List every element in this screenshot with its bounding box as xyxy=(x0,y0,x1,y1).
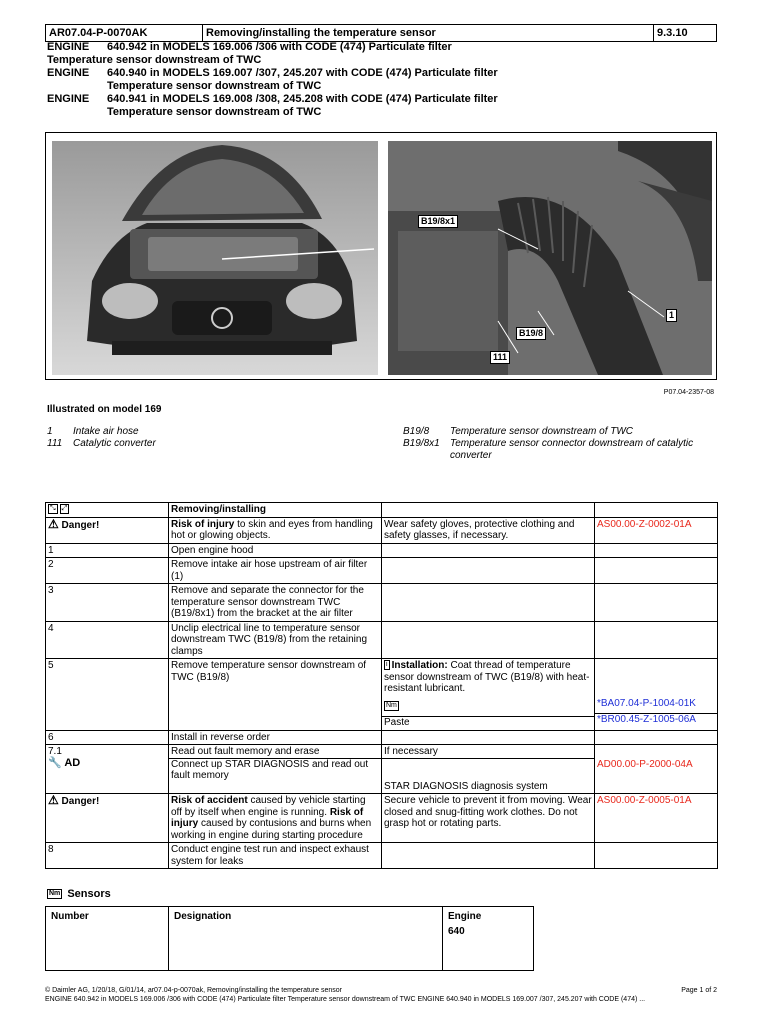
figure-frame xyxy=(45,132,717,380)
installation-note: i Installation: Coat thread of temperature sensor downstream of TWC (B19/8) with heat-resistant lubricant. Nm Paste xyxy=(382,659,595,731)
table-title: Removing/installing xyxy=(169,503,382,518)
callout-111: 111 xyxy=(490,351,510,364)
torque-icon: Nm xyxy=(386,701,397,709)
collapse-icon: ⤢ xyxy=(61,505,68,513)
illustrated-on: Illustrated on model 169 xyxy=(47,404,162,415)
col-number: Number xyxy=(46,907,169,971)
document-header xyxy=(45,24,717,42)
doc-date: 9.3.10 xyxy=(654,25,717,42)
legend-left xyxy=(47,426,156,450)
sensors-table xyxy=(45,906,534,971)
legend-item: 111 Catalytic converter xyxy=(47,438,156,449)
torque-icon: Nm xyxy=(49,890,61,898)
engine-line-3: ENGINE 640.941 in MODELS 169.008 /308, 245.208 with CODE (474) Particulate filter Temperature sensor downstream of TWC xyxy=(47,93,498,118)
legend-item: B19/8 Temperature sensor downstream of TWC xyxy=(403,426,634,437)
legend-item: B19/8x1 Temperature sensor connector downstream of catalytic converter xyxy=(403,438,694,461)
danger-cell-1: ⚠ Danger! xyxy=(46,517,169,543)
table-row: 2 Remove intake air hose upstream of air filter (1) xyxy=(46,558,718,584)
danger-cell-2: ⚠ Danger! xyxy=(46,794,169,843)
danger-action-1: Wear safety gloves, protective clothing and safety glasses, if necessary. xyxy=(382,517,595,543)
diagnosis-tool-icon: 🔧 xyxy=(48,756,62,769)
danger-ref-1[interactable]: AS00.00-Z-0002-01A xyxy=(595,517,718,543)
figure-id: P07.04-2357-08 xyxy=(663,389,714,396)
table-row: 5 Remove temperature sensor downstream of TWC (B19/8) i Installation: Coat thread of temperature sensor downstream of TWC (B19/8) with heat-resistant lubricant. Nm Paste *BA07.04-P-1004-01K *BR00.45-Z-1005-06A xyxy=(46,659,718,731)
page-number: Page 1 of 2 xyxy=(681,987,717,994)
car-photo xyxy=(52,141,378,375)
info-icon: i xyxy=(386,661,388,669)
footer: © Daimler AG, 1/20/18, G/01/14, ar07.04-p-0070ak, Removing/installing the temperature sensor Page 1 of 2 ENGINE 640.942 in MODELS 169.006 /306 with CODE (474) Particulate filter Temperature sensor downstream of TWC ENGINE 640.940 in MODELS 169.007 /307, 245.207 with CODE (474) ... xyxy=(45,987,717,1003)
doc-title: Removing/installing the temperature sensor xyxy=(203,25,654,42)
table-row: 8 Conduct engine test run and inspect exhaust system for leaks xyxy=(46,843,718,869)
ref-link-1[interactable]: *BA07.04-P-1004-01K xyxy=(597,698,696,709)
expand-icon: ⤡ xyxy=(50,505,56,513)
header-icon-cell xyxy=(46,503,169,518)
callout-b19-8: B19/8 xyxy=(516,327,546,340)
col-engine: Engine 640 xyxy=(443,907,534,971)
col-designation: Designation xyxy=(169,907,443,971)
ref-link-ad[interactable]: AD00.00-P-2000-04A xyxy=(597,759,693,770)
table-row: 6 Install in reverse order xyxy=(46,730,718,745)
danger-ref-2[interactable]: AS00.00-Z-0005-01A xyxy=(595,794,718,843)
engine-detail-photo xyxy=(388,141,712,375)
engine-line-2: ENGINE 640.940 in MODELS 169.007 /307, 245.207 with CODE (474) Particulate filter Temperature sensor downstream of TWC xyxy=(47,67,498,92)
procedure-table xyxy=(45,502,718,869)
warning-icon: ⚠ xyxy=(48,516,59,531)
sensors-heading: Nm Sensors xyxy=(49,888,111,900)
danger-action-2: Secure vehicle to prevent it from moving. Wear closed and snug-fitting work clothes. Do not grasp hot or rotating parts. xyxy=(382,794,595,843)
callout-1: 1 xyxy=(666,309,677,322)
warning-icon: ⚠ xyxy=(48,793,59,807)
legend-item: 1 Intake air hose xyxy=(47,426,139,437)
table-row: 3 Remove and separate the connector for the temperature sensor downstream TWC (B19/8x1) from the bracket at the air filter xyxy=(46,584,718,622)
table-row: 4 Unclip electrical line to temperature sensor downstream TWC (B19/8) from the retaining clamps xyxy=(46,621,718,659)
table-row: 1 Open engine hood xyxy=(46,543,718,558)
ref-link-2[interactable]: *BR00.45-Z-1005-06A xyxy=(597,713,696,725)
table-row: 7.1 🔧 AD Read out fault memory and erase Connect up STAR DIAGNOSIS and read out fault memory If necessary STAR DIAGNOSIS diagnosis system AD00.00-P-2000-04A xyxy=(46,745,718,794)
engine-line-1: ENGINE 640.942 in MODELS 169.006 /306 with CODE (474) Particulate filter Temperature sensor downstream of TWC xyxy=(47,41,452,66)
danger-text-2: Risk of accident caused by vehicle starting off by itself when engine is running. Risk of injury caused by contusions and burns when working in engine during starting procedure xyxy=(169,794,382,843)
legend-right xyxy=(403,426,713,462)
doc-id: AR07.04-P-0070AK xyxy=(46,25,203,42)
callout-b19-8x1: B19/8x1 xyxy=(418,215,458,228)
danger-text-1: Risk of injury to skin and eyes from handling hot or glowing objects. xyxy=(169,517,382,543)
